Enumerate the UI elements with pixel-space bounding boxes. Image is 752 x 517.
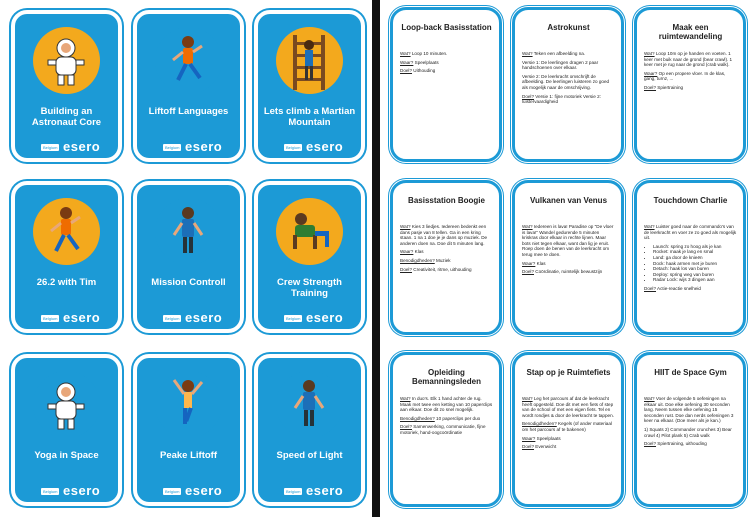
block-label: Wat? bbox=[644, 224, 655, 229]
instruction-block bbox=[522, 269, 615, 275]
block-text: Klas bbox=[535, 260, 546, 266]
card-body bbox=[644, 396, 737, 447]
card-title: Liftoff Languages bbox=[148, 106, 229, 117]
front-card[interactable] bbox=[254, 354, 365, 506]
block-text: Luister goed naar de commando's van de leerkracht en voer ze zo goed als mogelijk uit. bbox=[644, 224, 737, 241]
astronaut-icon bbox=[36, 374, 96, 439]
esero-logo: esero bbox=[185, 139, 223, 154]
instruction-block bbox=[522, 421, 615, 432]
belgium-badge: Belgium bbox=[43, 489, 58, 494]
block-text: Iedereen is lava! Paradise op "De vloer is lava!" Wandel gedurende 5 minuten kriskras door elkaar in rechte lijnen. Maar bots niet tegen elkaar, want dan lig je eruit. Roep doen de benen van de leerkracht om terug mee te doen. bbox=[522, 224, 614, 257]
esero-logo: esero bbox=[306, 310, 344, 325]
block-label: Wat? bbox=[644, 396, 655, 401]
card-body bbox=[522, 51, 615, 105]
block-text: 1) Squats 2) Commander crunches 3) Bear crawl 4) Pilot plank 5) Crab walk bbox=[644, 426, 732, 438]
block-text: Evenwicht bbox=[534, 444, 557, 450]
illustration-circle bbox=[33, 27, 100, 94]
block-text: Spiertraining, uithouding bbox=[656, 441, 707, 447]
belgium-badge: Belgium bbox=[286, 145, 301, 150]
back-card-title: Touchdown Charlie bbox=[653, 196, 728, 205]
front-card[interactable] bbox=[133, 181, 244, 333]
back-card[interactable] bbox=[390, 180, 502, 335]
card-title: Speed of Light bbox=[276, 450, 343, 461]
instruction-block bbox=[400, 258, 493, 264]
block-text: Uithouding bbox=[412, 68, 436, 74]
illustration-circle bbox=[155, 27, 222, 94]
list-item: • Rocket: maak je lang en smal bbox=[653, 249, 737, 255]
block-label: Waar? bbox=[400, 249, 414, 255]
block-label: Wat? bbox=[400, 396, 411, 401]
esero-logo: esero bbox=[63, 310, 101, 325]
esero-logo: esero bbox=[306, 483, 344, 498]
instruction-block bbox=[522, 224, 615, 258]
back-card[interactable] bbox=[512, 180, 624, 335]
card-body bbox=[522, 396, 615, 450]
belgium-badge: Belgium bbox=[43, 316, 58, 321]
block-label: Doel? bbox=[644, 441, 657, 447]
instruction-block bbox=[644, 224, 737, 241]
block-text: 10 paperclips per duo bbox=[434, 415, 481, 421]
card-body bbox=[400, 224, 493, 272]
instruction-block bbox=[400, 224, 493, 246]
back-card-title: Stap op je Ruimtefiets bbox=[526, 368, 611, 377]
instruction-block bbox=[522, 94, 615, 105]
list-item: • Land: ga door de knieën bbox=[653, 255, 737, 261]
esero-logo: esero bbox=[185, 310, 223, 325]
esero-logo: esero bbox=[63, 139, 101, 154]
block-label: Wat? bbox=[522, 224, 533, 229]
illustration-circle bbox=[155, 371, 222, 438]
instruction-block bbox=[522, 436, 615, 442]
front-card[interactable] bbox=[11, 181, 122, 333]
back-card-title: Opleiding Bemanningsleden bbox=[412, 368, 481, 386]
back-card[interactable] bbox=[390, 352, 502, 507]
belgium-badge: Belgium bbox=[165, 145, 180, 150]
block-text: Kies 3 liedjes. Iedereen bedenkt een dans pasje van 8 tellen. Ga in een kring staan. 1 na 1 doe je je dans op muziek. De anderen doen na. Doe dit 5 minuten lang. bbox=[400, 224, 488, 246]
illustration-circle bbox=[33, 371, 100, 438]
block-text: Coördinatie, ruimtelijk bewustzijn bbox=[534, 269, 603, 275]
front-card[interactable] bbox=[11, 10, 122, 162]
illustration-circle bbox=[276, 198, 343, 265]
block-text: Loop 10 minuten. bbox=[410, 51, 448, 56]
block-label: Wat? bbox=[644, 51, 655, 56]
illustration-circle bbox=[33, 198, 100, 265]
back-card[interactable] bbox=[512, 7, 624, 162]
jump-icon bbox=[158, 374, 218, 439]
back-card-title: Loop-back Basisstation bbox=[401, 23, 492, 32]
card-body bbox=[400, 51, 493, 74]
list-item: • Radar Lock: wijs 3 dingen aan bbox=[653, 277, 737, 283]
back-card-title: HIIT de Space Gym bbox=[654, 368, 727, 377]
instruction-block bbox=[522, 60, 615, 71]
block-text: Speelplaats bbox=[413, 59, 439, 65]
block-text: In duo's. Elk 1 hand achter de rug. Maak met twee een ketting van 10 paperclips aan elkaar. Doe dit zo snel mogelijk. bbox=[400, 396, 493, 413]
block-text: Klas bbox=[413, 249, 424, 255]
front-card[interactable] bbox=[11, 354, 122, 506]
block-label: Wat? bbox=[400, 51, 411, 56]
illustration-circle bbox=[276, 371, 343, 438]
block-text: Leg het parcours af dat de leerkracht heeft opgesteld. Doe dit met een fiets of step van de school of met een eigen fiets. Tel en wordt rondjes & door de leerkracht te tappen. bbox=[522, 396, 614, 418]
command-list bbox=[653, 244, 737, 283]
back-card[interactable] bbox=[634, 7, 746, 162]
block-text: Op een propere vloer. In de klas, gang, turnz, ... bbox=[644, 70, 726, 82]
block-label: Wat? bbox=[522, 396, 533, 401]
runner-icon bbox=[158, 30, 218, 95]
block-label: Wat? bbox=[522, 51, 533, 56]
block-label: Benodigdheden? bbox=[400, 415, 435, 421]
block-text: Muziek bbox=[434, 257, 451, 263]
instruction-block bbox=[522, 396, 615, 418]
instruction-block bbox=[644, 396, 737, 424]
front-card[interactable] bbox=[254, 10, 365, 162]
block-label: Doel? bbox=[522, 93, 535, 99]
card-title: Peake Liftoff bbox=[159, 450, 217, 461]
instruction-block bbox=[522, 51, 615, 57]
astronaut-icon bbox=[36, 30, 96, 95]
instruction-block bbox=[400, 267, 493, 273]
block-text: Creativiteit, ritme, uithouding bbox=[412, 266, 472, 272]
block-label: Doel? bbox=[644, 84, 657, 90]
block-text: Kegels (of ander materiaal om het parcours af te bakenen) bbox=[522, 421, 612, 432]
back-card-title: Vulkanen van Venus bbox=[529, 196, 608, 205]
block-text: Spiertraining bbox=[656, 84, 684, 90]
front-card[interactable] bbox=[254, 181, 365, 333]
person-icon bbox=[279, 374, 339, 439]
belgium-badge: Belgium bbox=[286, 316, 301, 321]
instruction-block bbox=[400, 68, 493, 74]
card-title: Yoga in Space bbox=[34, 450, 99, 461]
block-label: Doel? bbox=[522, 444, 535, 450]
card-title: Crew Strength Training bbox=[277, 277, 342, 299]
block-label: Doel? bbox=[522, 269, 535, 275]
block-label: Waar? bbox=[400, 59, 414, 65]
back-card[interactable] bbox=[634, 352, 746, 507]
list-item: • Launch: spring zo hoog als je kan bbox=[653, 244, 737, 250]
card-title: 26.2 with Tim bbox=[36, 277, 97, 288]
list-item: • Dock: haak armen met je buren bbox=[653, 261, 737, 267]
instruction-block bbox=[644, 85, 737, 91]
belgium-badge: Belgium bbox=[165, 489, 180, 494]
instruction-block bbox=[522, 261, 615, 267]
front-card[interactable] bbox=[133, 354, 244, 506]
back-card-title: Basisstation Boogie bbox=[408, 196, 485, 205]
instruction-block bbox=[400, 249, 493, 255]
esero-logo: esero bbox=[185, 483, 223, 498]
crawl-icon bbox=[279, 201, 339, 266]
back-card-title: Astrokunst bbox=[547, 23, 590, 32]
back-card[interactable] bbox=[390, 7, 502, 162]
list-item: • Detach: haak los van buren bbox=[653, 266, 737, 272]
block-text: Versie 1: De leerlingen dragen 2 paar handschoenen over elkaar. bbox=[522, 59, 599, 71]
climber-icon bbox=[279, 30, 339, 95]
card-body bbox=[644, 51, 737, 91]
back-card-title: Maak een ruimtewandeling bbox=[658, 23, 723, 41]
block-text: Samenwerking, communicatie, fijne motoriek, hand-oogcoördinatie bbox=[400, 424, 486, 435]
person-icon bbox=[158, 201, 218, 266]
block-label: Wat? bbox=[400, 224, 411, 229]
block-label: Doel? bbox=[644, 285, 657, 291]
block-text: Versie 1: fijne motoriek Versie 2: luistervaardigheid bbox=[522, 93, 601, 105]
block-text: Loop 10m op je handen en voeten. 1 keer met buik naar de grond (bear crawl). 1 keer met je rug naar de grond (crab walk). bbox=[644, 51, 733, 68]
block-label: Doel? bbox=[400, 424, 413, 430]
instruction-block bbox=[400, 424, 493, 435]
list-item: • Deploy: spring weg van buren bbox=[653, 272, 737, 278]
block-label: Doel? bbox=[400, 68, 413, 74]
instruction-block bbox=[644, 427, 737, 438]
card-title: Lets climb a Martian Mountain bbox=[263, 106, 356, 128]
back-card[interactable] bbox=[634, 180, 746, 335]
instruction-block bbox=[400, 51, 493, 57]
block-label: Doel? bbox=[400, 266, 413, 272]
instruction-block bbox=[644, 51, 737, 68]
card-body bbox=[522, 224, 615, 275]
block-label: Waar? bbox=[644, 70, 658, 76]
block-text: Versie 2: De leerkracht omschrijft de afbeelding. De leerlingen luisteren zo goed als mogelijk naar de omschrijving. bbox=[522, 73, 610, 90]
instruction-block bbox=[522, 444, 615, 450]
back-card[interactable] bbox=[512, 352, 624, 507]
instruction-block bbox=[644, 286, 737, 292]
front-card[interactable] bbox=[133, 10, 244, 162]
card-title: Mission Controll bbox=[151, 277, 226, 288]
block-label: Waar? bbox=[522, 435, 536, 441]
block-label: Benodigdheden? bbox=[400, 257, 435, 263]
instruction-block bbox=[522, 74, 615, 91]
esero-logo: esero bbox=[63, 483, 101, 498]
instruction-block bbox=[644, 441, 737, 447]
runner-icon bbox=[36, 201, 96, 266]
instruction-block bbox=[400, 416, 493, 422]
block-text: Teken een afbeelding na. bbox=[532, 51, 586, 56]
block-text: Voer de volgende 5 oefeningen na elkaar uit. Doe elke oefening 30 seconden lang. Neem tussen elke oefening 15 seconden rust. Doe dan nerds oefeningen 3 keer na elkaar. (Doe meer als je kan.) bbox=[644, 396, 734, 424]
belgium-badge: Belgium bbox=[165, 316, 180, 321]
center-divider bbox=[372, 0, 380, 517]
block-text: Speelplaats bbox=[535, 435, 561, 441]
illustration-circle bbox=[276, 27, 343, 94]
esero-logo: esero bbox=[306, 139, 344, 154]
card-body bbox=[400, 396, 493, 436]
belgium-badge: Belgium bbox=[43, 145, 58, 150]
illustration-circle bbox=[155, 198, 222, 265]
instruction-block bbox=[400, 396, 493, 413]
block-text: Actie-reactie snelheid bbox=[656, 285, 701, 291]
instruction-block bbox=[400, 60, 493, 66]
block-label: Waar? bbox=[522, 260, 536, 266]
card-body bbox=[644, 224, 737, 292]
card-title: Building an Astronaut Core bbox=[31, 106, 102, 128]
block-label: Benodigdheden? bbox=[522, 421, 557, 427]
instruction-block bbox=[644, 71, 737, 82]
belgium-badge: Belgium bbox=[286, 489, 301, 494]
